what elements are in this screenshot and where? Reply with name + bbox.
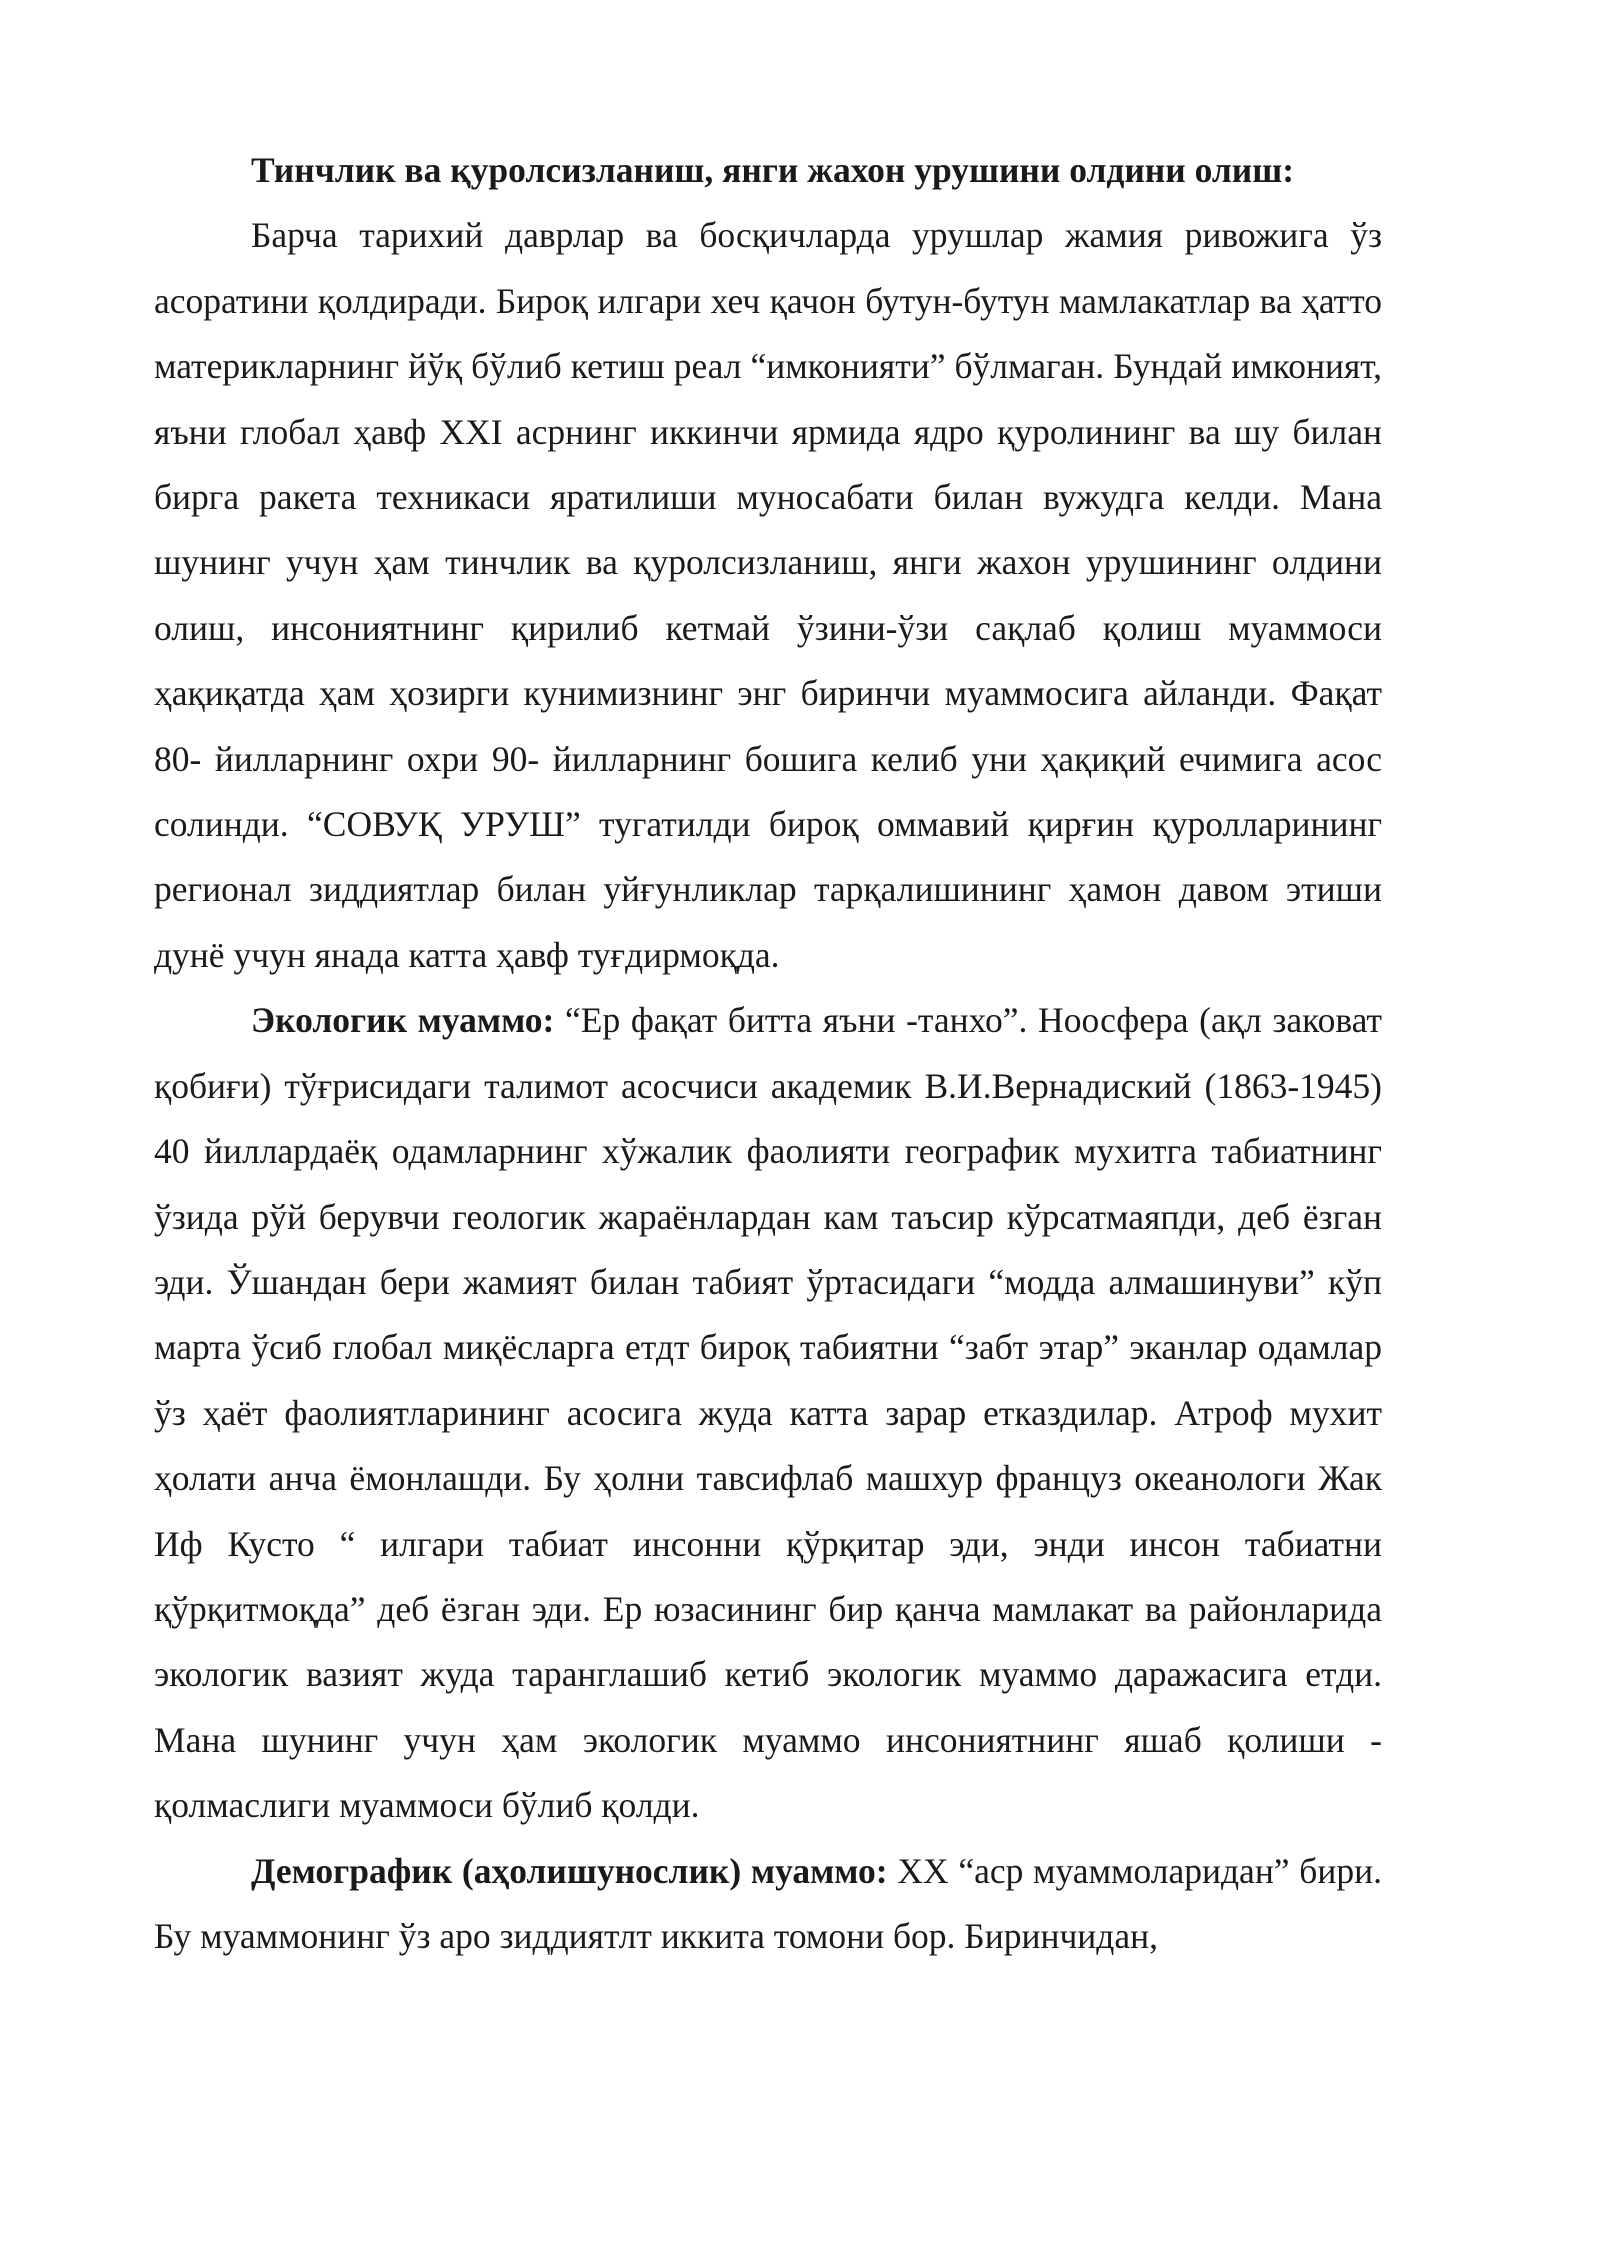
paragraph-ecology-text: “Ер фақат битта яъни -танхо”. Ноосфера (ақл заковат қобиғи) тўғрисидаги талимот асосчиси академик В.И.Вернадиский (1863-1945) 40 йиллардаёқ одамларнинг хўжалик фаолияти географик мухитга табиатнинг ўзида рўй берувчи геологик жараёнлардан кам таъсир кўрсатмаяпди, деб ёзган эди. Ўшандан бери жамият билан табият ўртасидаги “модда алмашинуви” кўп марта ўсиб глобал миқёсларга етдт бироқ табиятни “забт этар” эканлар одамлар ўз ҳаёт фаолиятларининг асосига жуда катта зарар етказдилар. Атроф мухит ҳолати анча ёмонлашди. Бу ҳолни тавсифлаб машхур француз океанологи Жак Иф Кусто “ илгари табиат инсонни қўрқитар эди, энди инсон табиатни қўрқитмоқда” деб ёзган эди. Ер юзасининг бир қанча мамлакат ва районларида экологик вазият жуда таранглашиб кетиб экологик муаммо даражасига етди. Мана шунинг учун ҳам экологик муаммо инсониятнинг яшаб қолиши - қолмаслиги муаммоси бўлиб қолди. <box>154 1000 1382 1826</box>
lead-ecology: Экологик муаммо: <box>251 1000 555 1041</box>
paragraph-demography <box>154 1839 1382 1970</box>
paragraph-demography-text: XX “аср муаммоларидан” бири. Бу муаммонинг ўз аро зиддиятлт иккита томони бор. Биринчидан, <box>154 1850 1382 1956</box>
paragraph-peace: Барча тарихий даврлар ва босқичларда урушлар жамия ривожига ўз асоратини қолдиради. Бироқ илгари хеч қачон бутун-бутун мамлакатлар ва ҳатто материкларнинг йўқ бўлиб кетиш реал “имконияти” бўлмаган. Бундай имконият, яъни глобал ҳавф XXI асрнинг иккинчи ярмида ядро қуролининг ва шу билан бирга ракета техникаси яратилиши муносабати билан вужудга келди. Мана шунинг учун ҳам тинчлик ва қуролсизланиш, янги жахон урушининг олдини олиш, инсониятнинг қирилиб кетмай ўзини-ўзи сақлаб қолиш муаммоси ҳақиқатда ҳам ҳозирги кунимизнинг энг биринчи муаммосига айланди. Фақат 80- йилларнинг охри 90- йилларнинг бошига келиб уни ҳақиқий ечимига асос солинди. “СОВУҚ УРУШ” тугатилди бироқ оммавий қирғин қуролларининг регионал зиддиятлар билан уйғунликлар тарқалишининг ҳамон давом этиши дунё учун янада катта ҳавф туғдирмоқда. <box>154 215 1382 975</box>
paragraph-ecology <box>154 988 1382 1838</box>
document-page <box>154 138 1382 1969</box>
section-heading-peace: Тинчлик ва қуролсизланиш, янги жахон урушини олдини олиш: <box>251 150 1295 190</box>
lead-demography: Демографик (аҳолишунослик) муаммо: <box>251 1850 888 1891</box>
